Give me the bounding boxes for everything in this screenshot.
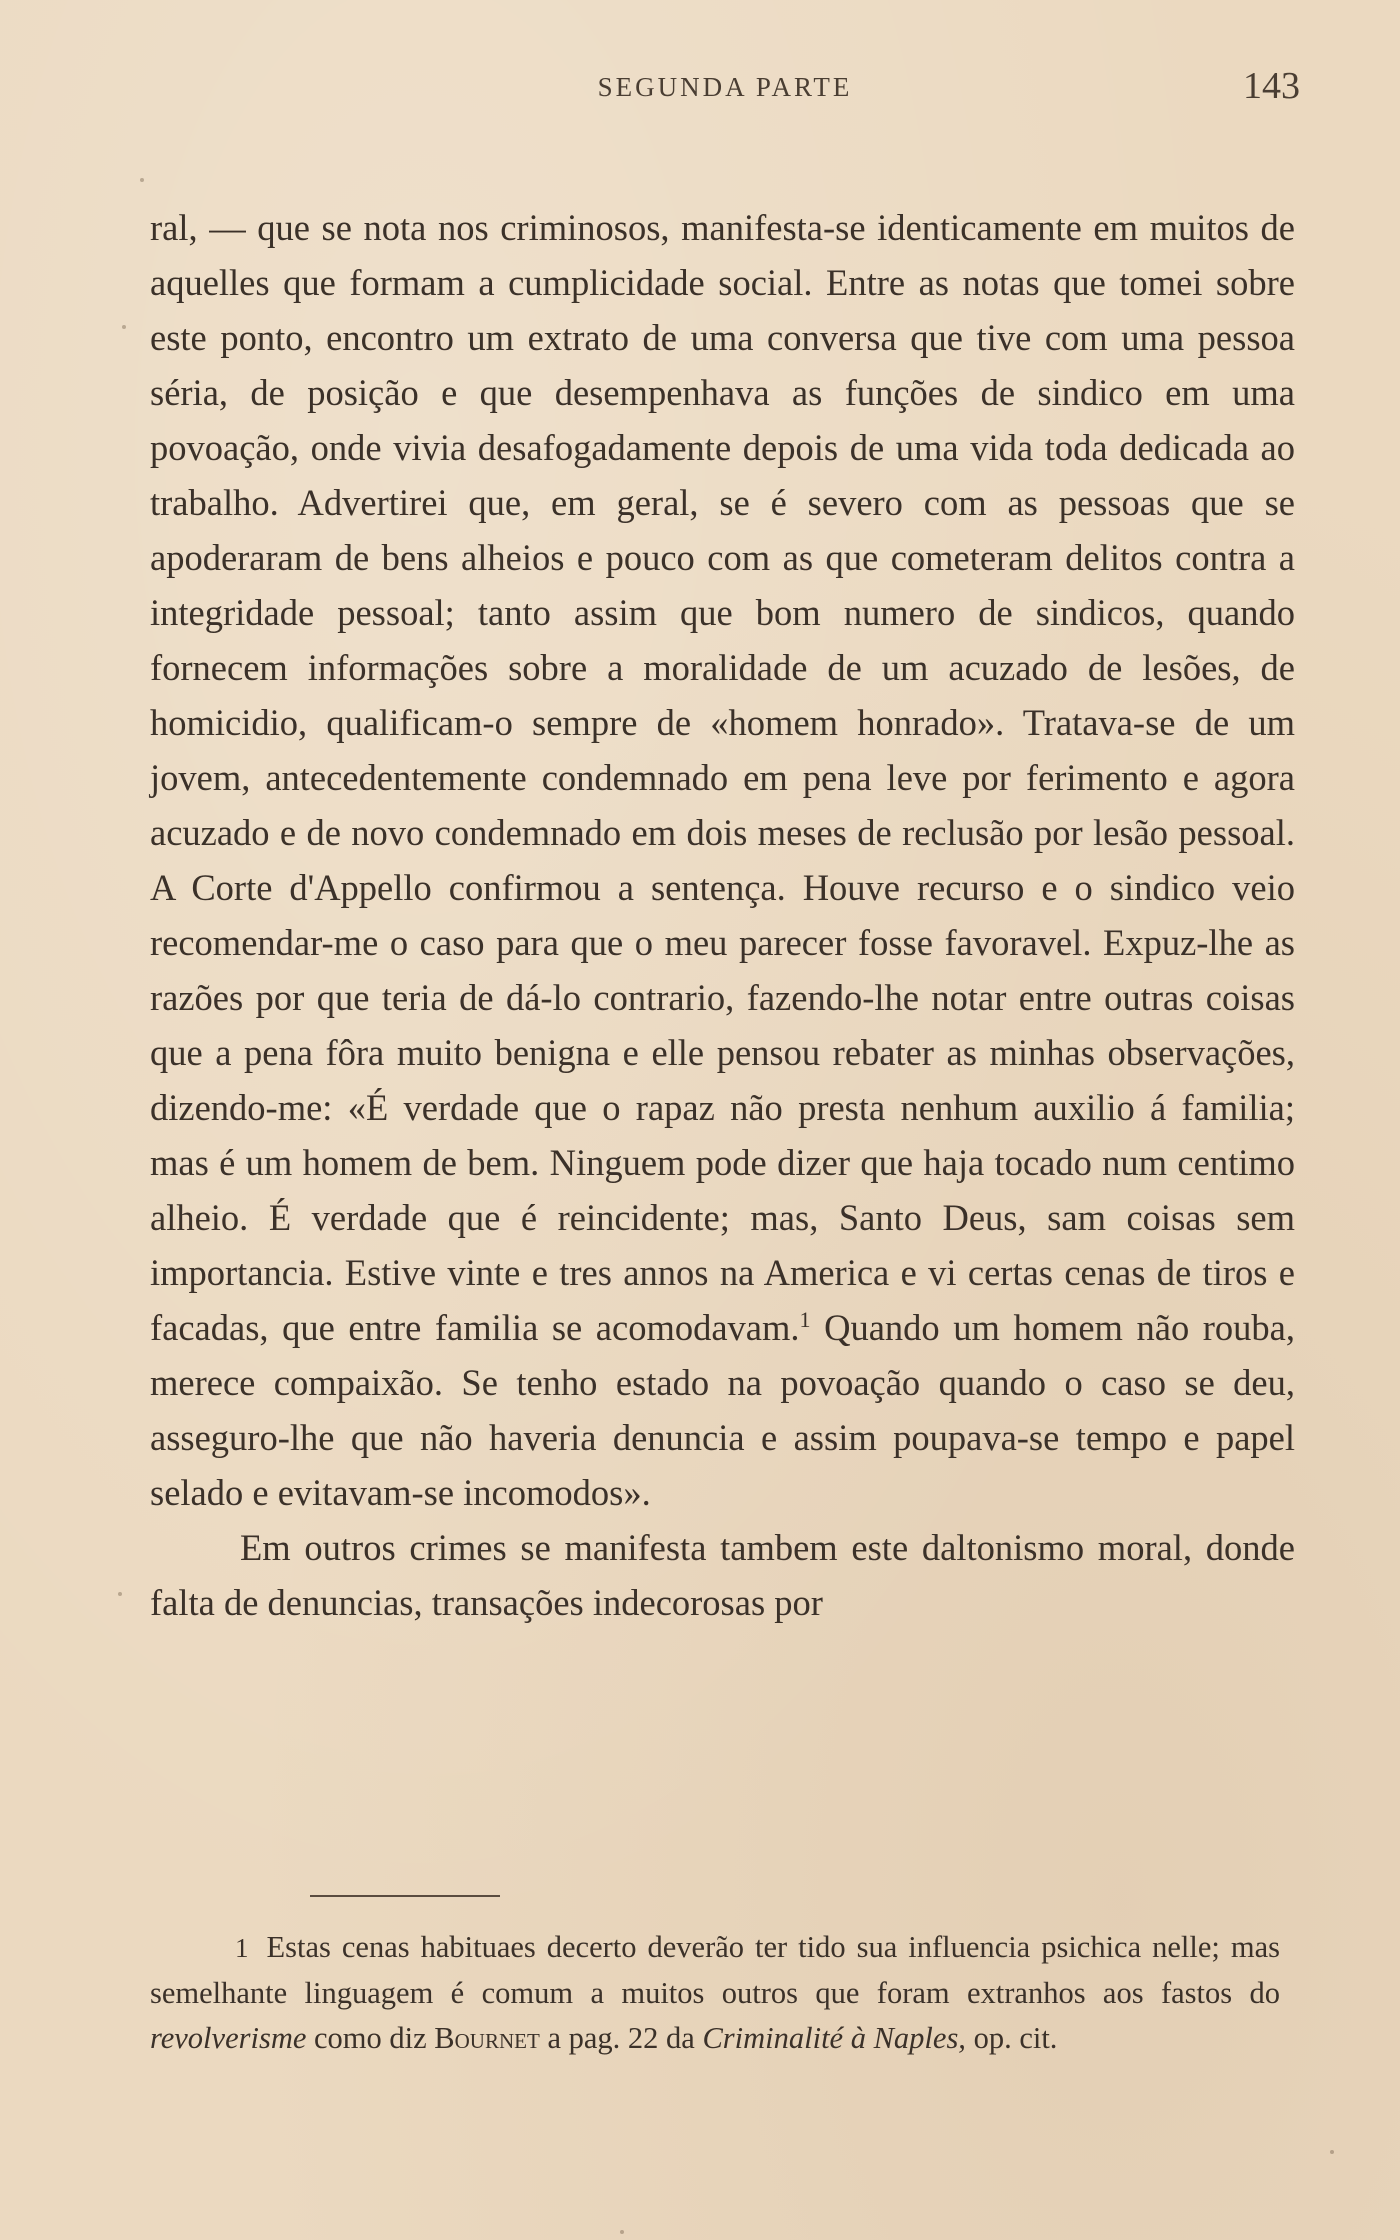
footnote-paragraph [150,1925,1280,2061]
footnote-text-3: a pag. 22 da [547,2021,695,2055]
paragraph-1 [150,200,1295,1520]
footnote-author: Bournet [434,2021,540,2055]
paragraph-1-text-before: ral, — que se nota nos criminosos, manifesta-se identicamente em muitos de aquelles que formam a cumplicidade social. Entre as notas que tomei sobre este ponto, encontro um extrato de uma conversa que tive com uma pessoa séria, de posição e que desempenhava as funções de sindico em uma povoação, onde vivia desafogadamente depois de uma vida toda dedicada ao trabalho. Advertirei que, em geral, se é severo com as pessoas que se apoderaram de bens alheios e pouco com as que cometeram delitos contra a integridade pessoal; tanto assim que bom numero de sindicos, quando fornecem informações sobre a moralidade de um acuzado de lesões, de homicidio, qualificam-o sempre de «homem honrado». Tratava-se de um jovem, antecedentemente condemnado em pena leve por ferimento e agora acuzado e de novo condemnado em dois meses de reclusão por lesão pessoal. A Corte d'Appello confirmou a sentença. Houve recurso e o sindico veio recomendar-me o caso para que o meu parecer fosse favoravel. Expuz-lhe as razões por que teria de dá-lo contrario, fazendo-lhe notar entre outras coisas que a pena fôra muito benigna e elle pensou rebater as minhas observações, dizendo-me: «É verdade que o rapaz não presta nenhum auxilio á familia; mas é um homem de bem. Ninguem pode dizer que haja tocado num centimo alheio. É verdade que é reincidente; mas, Santo Deus, sam coisas sem importancia. Estive vinte e tres annos na America e vi certas cenas de tiros e facadas, que entre familia se acomodavam. [150,207,1295,1348]
paragraph-1-text-after: Quando um homem não rouba, merece compaixão. Se tenho estado na povoação quando o caso se deu, asseguro-lhe que não haveria denuncia e assim poupava-se tempo e papel selado e evitavam-se incomodos». [150,1307,1296,1513]
body-text [150,200,1295,1630]
paper-speck [1330,2150,1334,2154]
page-number: 143 [1243,65,1300,107]
footnote-text-1: Estas cenas habituaes decerto deverão ter tido sua influencia psichica nelle; mas semelhante linguagem é comum a muitos outros que foram extranhos aos fastos do [150,1930,1280,2010]
footnote-italic-title: Criminalité à Naples, [702,2021,966,2055]
paper-speck [118,1592,122,1596]
paper-speck [140,178,144,182]
footnote-separator [310,1895,500,1897]
footnote [150,1925,1280,2061]
footnote-marker: 1 [235,1933,249,1963]
footnote-text-2: como diz [314,2021,427,2055]
page-header [150,64,1300,114]
running-head: SEGUNDA PARTE [597,72,853,102]
footnote-italic-term: revolverisme [150,2021,307,2055]
paragraph-2: Em outros crimes se manifesta tambem este daltonismo moral, donde falta de denuncias, transações indecorosas por [150,1527,1295,1623]
paper-speck [122,325,126,329]
footnote-reference: 1 [799,1306,811,1332]
footnote-text-4: op. cit. [973,2021,1058,2055]
paper-speck [620,2230,624,2234]
